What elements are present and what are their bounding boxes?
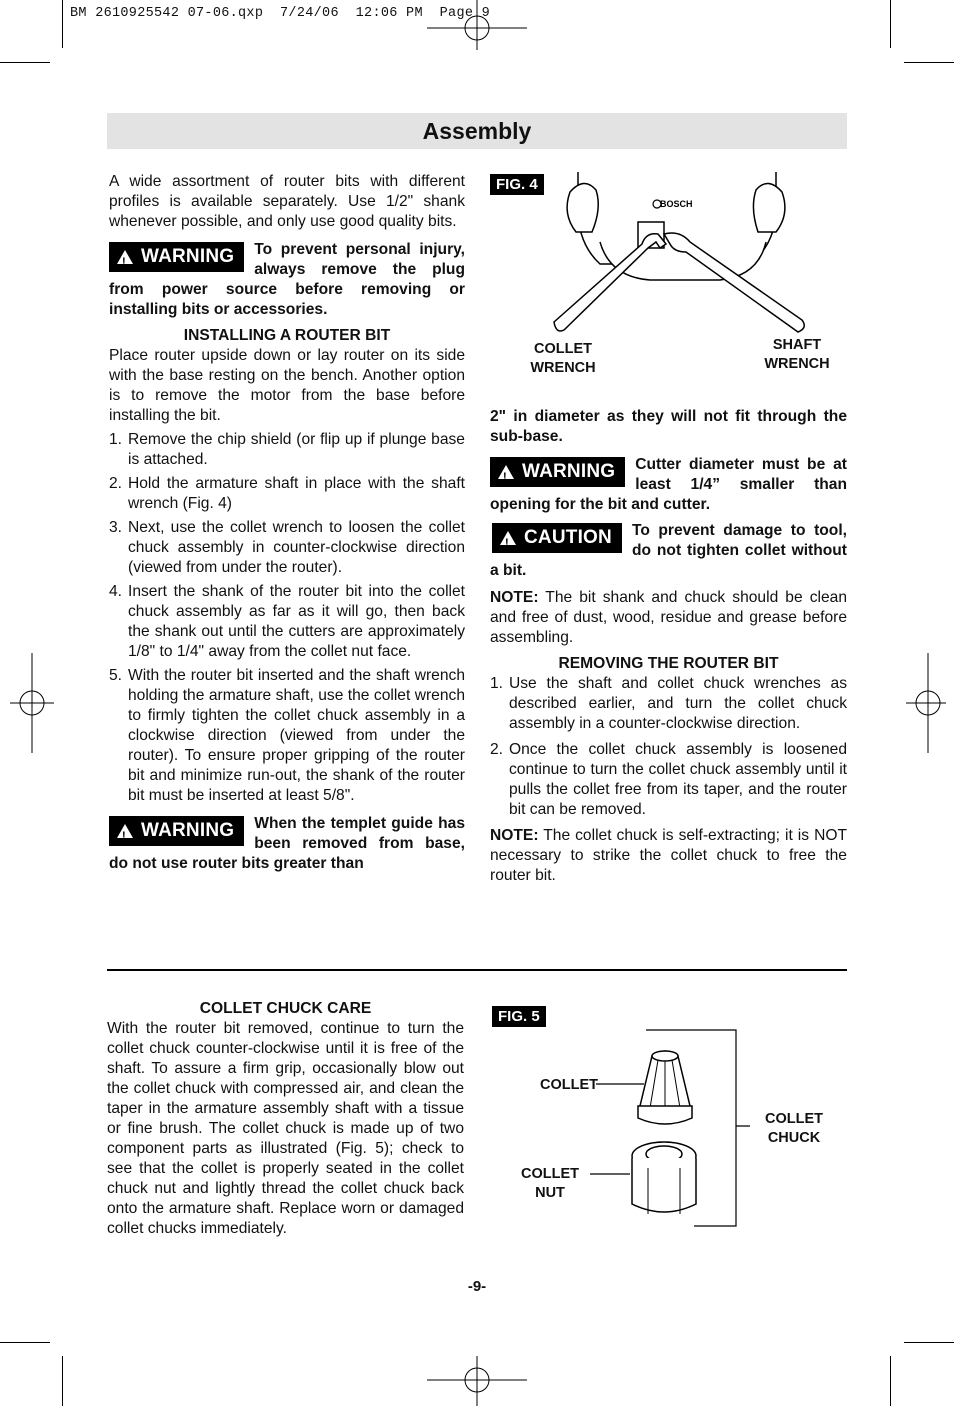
page-title: Assembly [107, 113, 847, 149]
registration-mark-left [10, 653, 54, 753]
bosch-logo: BOSCH [660, 199, 693, 209]
collet-label: COLLET [540, 1077, 598, 1093]
remove-steps-list [490, 674, 847, 820]
registration-mark-right [902, 653, 946, 753]
registration-mark-bottom [427, 1356, 527, 1406]
intro-paragraph: A wide assortment of router bits with different profiles is available separately. Use 1/2" shank whenever possible, and only use good quality bits. [109, 173, 465, 230]
warning-text: When the templet guide has been removed from base, do not use router bits greater than [109, 815, 465, 872]
collet-care-paragraph: With the router bit removed, continue to turn the collet chuck counter-clockwise until it is free of the shaft. To assure a firm grip, occasionally blow out the collet chuck with compressed air, and clean the taper in the armature assembly shaft with a tissue or fine brush. The collet chuck is made up of two component parts as illustrated (Fig. 5); check to see that the collet is properly seated in the collet chuck nut and lightly thread the collet chuck back onto the armature shaft. Replace worn or damaged collet chucks immediately. [107, 1020, 464, 1237]
fig4-label: FIG. 4 [490, 176, 544, 194]
page-number: -9- [467, 1278, 487, 1295]
registration-mark-top [427, 0, 527, 50]
list-item: 2. Hold the armature shaft in place with the shaft wrench (Fig. 4) [109, 475, 465, 512]
removing-heading: REMOVING THE ROUTER BIT [558, 655, 779, 672]
list-item: 4. Insert the shank of the router bit into the collet chuck assembly as far as it will go, then back the shank out until the cutters are approximately 1/8" to 1/4" away from the collet nut face. [109, 583, 465, 660]
note-self-extracting: NOTE: The collet chuck is self-extracting; it is NOT necessary to strike the collet chuck to free the router bit. [490, 827, 847, 884]
print-slug: BM 2610925542 07-06.qxp 7/24/06 12:06 PM Page 9 [70, 6, 491, 21]
warning-badge: ! WARNING [109, 242, 244, 272]
warning-cutter-diameter [490, 455, 847, 515]
continued-warning-text: 2" in diameter as they will not fit through the sub-base. [490, 408, 847, 445]
list-item: 3. Next, use the collet wrench to loosen the collet chuck assembly in counter-clockwise direction (viewed from under the router). [109, 519, 465, 576]
fig5-label: FIG. 5 [492, 1008, 546, 1026]
collet-wrench-label: COLLET WRENCH [530, 341, 596, 376]
list-item: 5. With the router bit inserted and the shaft wrench holding the armature shaft, use the collet wrench to firmly tighten the collet chuck assembly in a clockwise direction (viewed from under the router). To ensure proper gripping of the router bit and minimize run-out, the shank of the router bit must be inserted at least 5/8". [109, 667, 465, 804]
installing-heading: INSTALLING A ROUTER BIT [183, 327, 391, 344]
section-divider [107, 969, 847, 971]
caution-triangle-icon [500, 531, 516, 545]
caution-text: To prevent damage to tool, do not tighten collet without a bit. [490, 522, 847, 579]
collet-nut-label: COLLET NUT [521, 1166, 579, 1201]
warning-plug [109, 240, 465, 320]
list-item: 1. Use the shaft and collet chuck wrenches as described earlier, and turn the collet chuck assembly in a counter-clockwise direction. [490, 675, 847, 732]
fig4-router-wrench-illustration [540, 172, 840, 342]
shaft-wrench-label: SHAFT WRENCH [764, 337, 830, 372]
installing-paragraph: Place router upside down or lay router on its side with the base resting on the bench. Another option is to remove the motor from the base before installing the bit. [109, 347, 465, 424]
install-steps-list [109, 430, 465, 806]
collet-care-heading: COLLET CHUCK CARE [199, 1000, 372, 1017]
warning-triangle-icon [117, 250, 133, 264]
collet-care-section [107, 999, 464, 1239]
left-column [109, 172, 465, 874]
list-item: 2. Once the collet chuck assembly is loosened continue to turn the collet chuck assembly until it pulls the collet free from its taper, and the router bit can be removed. [490, 741, 847, 818]
right-column [490, 407, 847, 886]
warning-triangle-icon [117, 824, 133, 838]
note-clean: NOTE: The bit shank and chuck should be clean and free of dust, wood, residue and grease before assembling. [490, 589, 847, 646]
list-item: 1. Remove the chip shield (or flip up if plunge base is attached. [109, 431, 465, 468]
collet-chuck-label: COLLET CHUCK [765, 1111, 823, 1146]
fig5-collet-chuck-illustration [590, 1026, 750, 1230]
caution-badge: ! CAUTION [492, 523, 622, 553]
warning-badge: ! WARNING [109, 816, 244, 846]
warning-triangle-icon [498, 465, 514, 479]
warning-text: To prevent personal injury, always remove the plug from power source before removing or installing bits or accessories. [109, 241, 465, 318]
warning-text: Cutter diameter must be at least 1/4” smaller than opening for the bit and cutter. [490, 456, 847, 513]
caution-collet [490, 521, 847, 581]
warning-badge: ! WARNING [490, 457, 625, 487]
warning-templet-guide [109, 814, 465, 874]
